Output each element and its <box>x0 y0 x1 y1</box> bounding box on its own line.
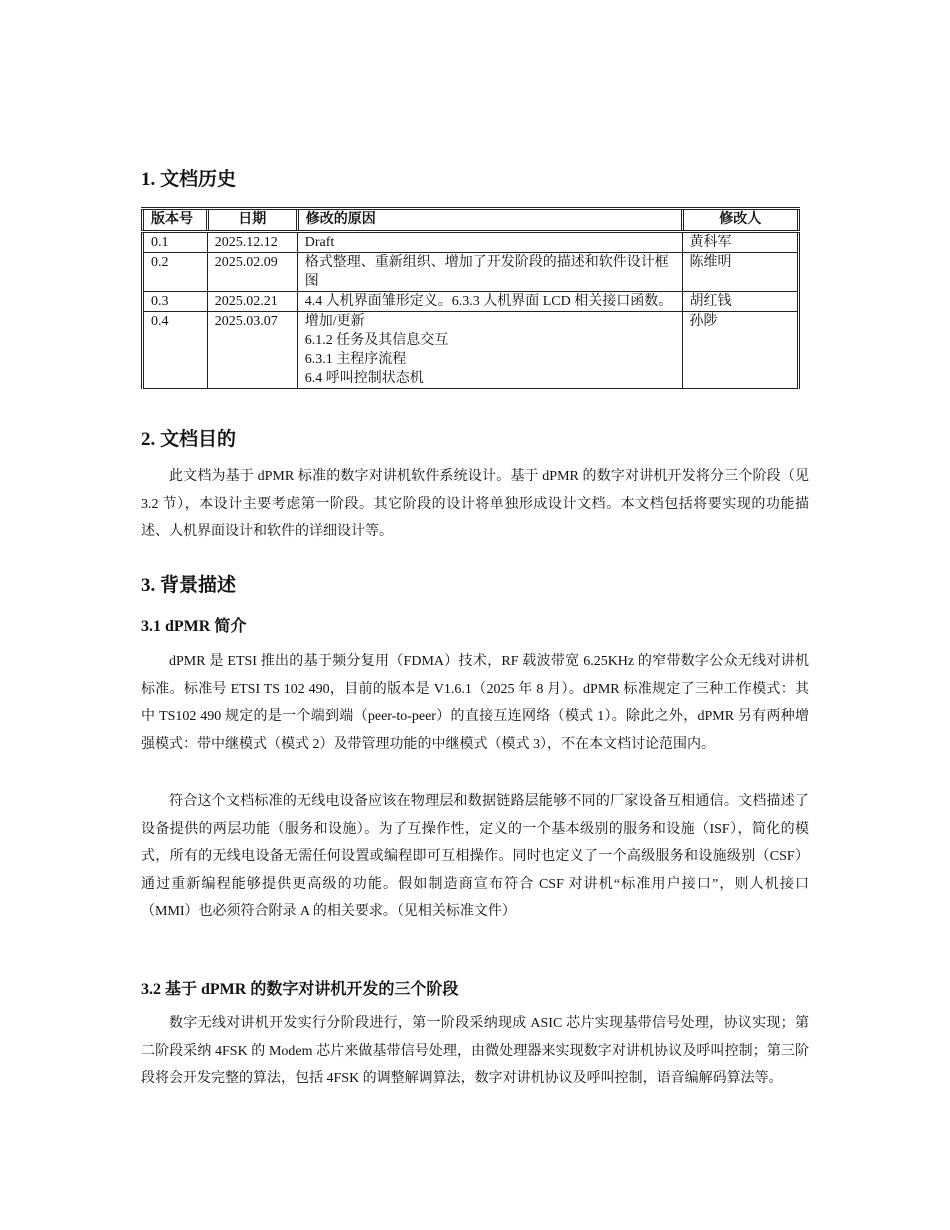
cell-date: 2025.02.09 <box>207 253 297 292</box>
cell-date: 2025.12.12 <box>207 232 297 253</box>
cell-reason: Draft <box>297 232 682 253</box>
cell-reason: 格式整理、重新组织、增加了开发阶段的描述和软件设计框图 <box>297 253 682 292</box>
cell-version: 0.3 <box>143 292 208 312</box>
cell-reason: 4.4 人机界面雏形定义。6.3.3 人机界面 LCD 相关接口函数。 <box>297 292 682 312</box>
table-row <box>143 232 799 253</box>
section-heading-background: 3. 背景描述 <box>141 575 237 596</box>
table-header-row <box>143 209 799 232</box>
three-stages-paragraph: 数字无线对讲机开发实行分阶段进行，第一阶段采纳现成 ASIC 芯片实现基带信号处理，协议实现；第二阶段采纳 4FSK 的 Modem 芯片来做基带信号处理，由微处理器来实现数字对讲机协议及呼叫控制；第三阶段将会开发完整的算法，包括 4FSK 的调整解调算法，数字对讲机协议及呼叫控制，语音编解码算法等。 <box>141 1016 809 1086</box>
section-heading-history: 1. 文档历史 <box>141 169 237 190</box>
subsection-heading-dpmr-intro: 3.1 dPMR 简介 <box>141 618 247 635</box>
subsection-heading-three-stages: 3.2 基于 dPMR 的数字对讲机开发的三个阶段 <box>141 981 459 998</box>
cell-version: 0.4 <box>143 312 208 389</box>
cell-author: 陈维明 <box>682 253 798 292</box>
cell-date: 2025.02.21 <box>207 292 297 312</box>
header-author: 修改人 <box>682 209 798 232</box>
cell-author: 胡红钱 <box>682 292 798 312</box>
history-table <box>141 207 800 389</box>
dpmr-intro-paragraph-1: dPMR 是 ETSI 推出的基于频分复用（FDMA）技术，RF 载波带宽 6.25KHz 的窄带数字公众无线对讲机标准。标准号 ETSI TS 102 490，目前的版本是 V1.6.1（2025 年 8 月）。dPMR 标准规定了三种工作模式：其中 TS102 490 规定的是一个端到端（peer-to-peer）的直接互连网络（模式 1）。除此之外，dPMR 另有两种增强模式：带中继模式（模式 2）及带管理功能的中继模式（模式 3），不在本文档讨论范围内。 <box>141 654 809 752</box>
header-reason: 修改的原因 <box>297 209 682 232</box>
section-heading-purpose: 2. 文档目的 <box>141 429 237 450</box>
table-row <box>143 253 799 292</box>
cell-date: 2025.03.07 <box>207 312 297 389</box>
purpose-paragraph: 此文档为基于 dPMR 标准的数字对讲机软件系统设计。基于 dPMR 的数字对讲机开发将分三个阶段（见 3.2 节），本设计主要考虑第一阶段。其它阶段的设计将单独形成设计文档。本文档包括将要实现的功能描述、人机界面设计和软件的详细设计等。 <box>141 469 809 539</box>
cell-reason: 增加/更新 6.1.2 任务及其信息交互 6.3.1 主程序流程 6.4 呼叫控制状态机 <box>297 312 682 389</box>
cell-author: 黄科军 <box>682 232 798 253</box>
header-version: 版本号 <box>143 209 208 232</box>
table-row <box>143 312 799 389</box>
cell-version: 0.2 <box>143 253 208 292</box>
dpmr-intro-paragraph-2: 符合这个文档标准的无线电设备应该在物理层和数据链路层能够不同的厂家设备互相通信。文档描述了设备提供的两层功能（服务和设施）。为了互操作性，定义的一个基本级别的服务和设施（ISF），简化的模式，所有的无线电设备无需任何设置或编程即可互相操作。同时也定义了一个高级服务和设施级别（CSF）通过重新编程能够提供更高级的功能。假如制造商宣布符合 CSF 对讲机“标准用户接口”，则人机接口（MMI）也必须符合附录 A 的相关要求。（见相关标准文件） <box>141 794 809 919</box>
cell-version: 0.1 <box>143 232 208 253</box>
header-date: 日期 <box>207 209 297 232</box>
table-row <box>143 292 799 312</box>
cell-author: 孙陟 <box>682 312 798 389</box>
